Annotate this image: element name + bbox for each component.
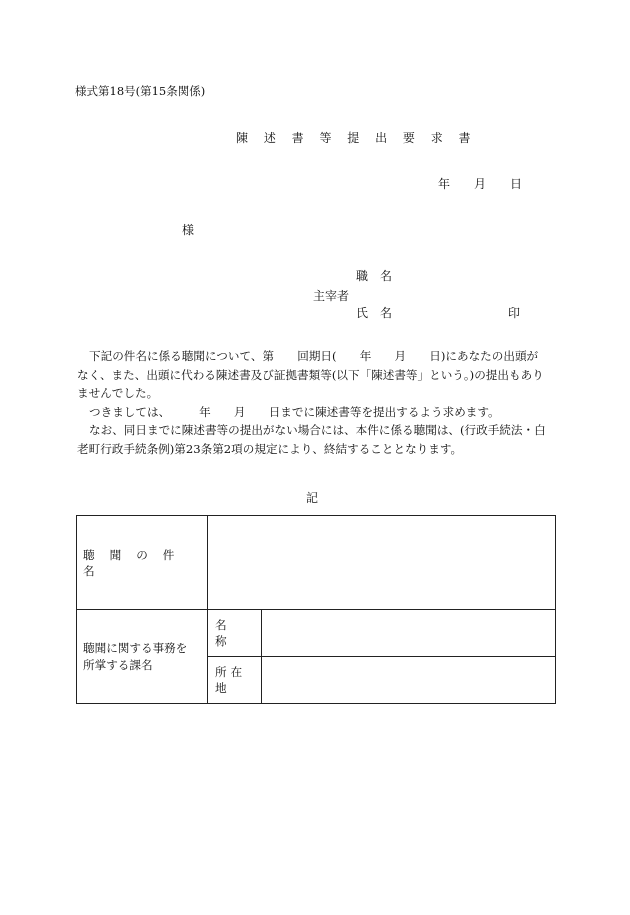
record-heading: 記 xyxy=(306,491,319,505)
body-line-4: つきましては、 年 月 日までに陳述書等を提出するよう求めます。 xyxy=(89,404,500,419)
name-label-cell xyxy=(208,610,262,657)
form-number-label: 様式第18号(第15条関係) xyxy=(75,84,206,98)
sender-name-char-2: 名 xyxy=(380,306,393,320)
date-month-label: 月 xyxy=(474,177,487,191)
seal-mark: 印 xyxy=(508,306,521,320)
sender-job-title-label xyxy=(356,270,392,282)
body-paragraphs xyxy=(77,347,555,458)
body-line-2: なく、また、出頭に代わる陳述書及び証拠書類等(以下「陳述書等」という。)の提出もあり xyxy=(77,367,544,382)
sender-job-char-2: 名 xyxy=(380,269,393,283)
subject-row xyxy=(77,516,556,610)
date-day-label: 日 xyxy=(510,177,523,191)
office-label-line-1: 聴聞に関する事務を xyxy=(83,640,188,655)
sender-name-char-1: 氏 xyxy=(356,306,369,320)
subject-label: 聴聞の件名 xyxy=(83,547,190,578)
body-line-6: 老町行政手続条例)第23条第2項の規定により、終結することとなります。 xyxy=(77,441,463,456)
body-line-5: なお、同日までに陳述書等の提出がない場合には、本件に係る聴聞は、(行政手続法・白 xyxy=(89,423,546,437)
sender-name-label xyxy=(356,307,392,319)
sender-job-char-1: 職 xyxy=(356,269,369,283)
body-line-1: 下記の件名に係る聴聞について、第 回期日( 年 月 日)にあなたの出頭が xyxy=(89,349,539,363)
office-name-value-cell[interactable] xyxy=(262,610,556,657)
subject-value-cell[interactable] xyxy=(208,516,556,610)
hearing-details-table xyxy=(76,515,556,704)
office-location-label: 所在地 xyxy=(215,665,247,695)
date-year-label: 年 xyxy=(438,177,451,191)
office-name-row xyxy=(77,610,556,657)
location-label-cell xyxy=(208,657,262,704)
subject-label-cell xyxy=(77,516,208,610)
document-title: 陳 述 書 等 提 出 要 求 書 xyxy=(236,131,477,145)
sender-organizer-label: 主宰者 xyxy=(313,289,350,303)
office-location-value-cell[interactable] xyxy=(262,657,556,704)
office-label-line-2: 所掌する課名 xyxy=(83,657,153,672)
office-name-label: 名称 xyxy=(215,618,245,648)
body-line-3: ませんでした。 xyxy=(77,386,159,400)
addressee-honorific: 様 xyxy=(182,223,195,237)
office-label-cell xyxy=(77,610,208,704)
